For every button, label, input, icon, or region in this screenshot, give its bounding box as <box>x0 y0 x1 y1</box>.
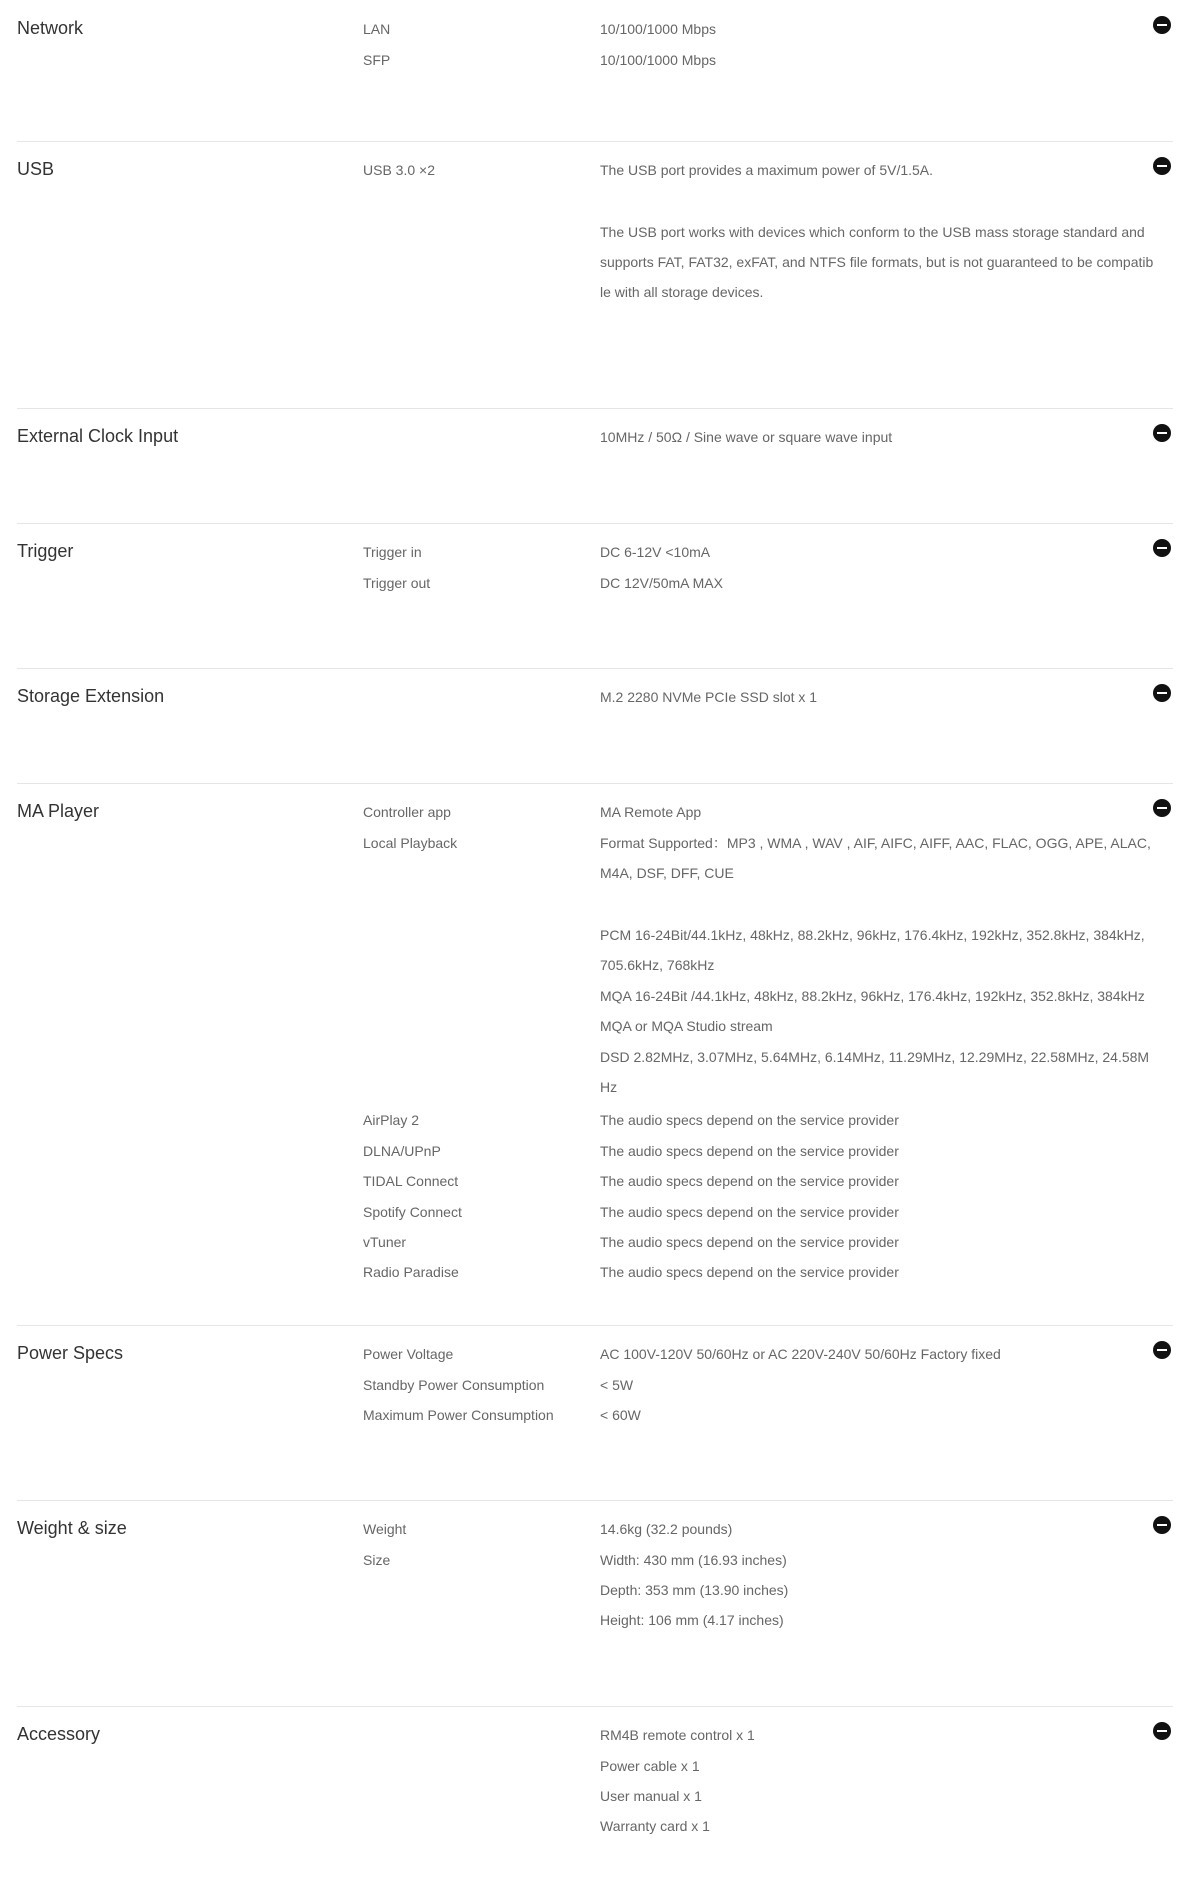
spec-value: MA Remote App <box>600 804 702 820</box>
spec-label: Trigger out <box>363 575 431 591</box>
spec-value: Height: 106 mm (4.17 inches) <box>600 1612 784 1628</box>
spec-value: The audio specs depend on the service provider <box>600 1204 899 1220</box>
spec-row <box>0 155 1200 185</box>
spec-row <box>0 14 1200 44</box>
spec-row <box>0 1257 1200 1287</box>
spec-value: 14.6kg (32.2 pounds) <box>600 1521 733 1537</box>
spec-value: The audio specs depend on the service provider <box>600 1143 899 1159</box>
spec-label: USB 3.0 ×2 <box>363 162 435 178</box>
spec-label: SFP <box>363 52 391 68</box>
section-title: Storage Extension <box>17 686 165 706</box>
spec-value: Width: 430 mm (16.93 inches) <box>600 1552 787 1568</box>
spec-row <box>0 920 1200 980</box>
spec-value: 10/100/1000 Mbps <box>600 21 716 37</box>
spec-value: PCM 16-24Bit/44.1kHz, 48kHz, 88.2kHz, 96kHz, 176.4kHz, 192kHz, 352.8kHz, 384kHz, 705.6kHz, 768kHz <box>600 927 1145 973</box>
spec-value: DC 6-12V <10mA <box>600 544 711 560</box>
spec-value: 10MHz / 50Ω / Sine wave or square wave input <box>600 429 893 445</box>
section-title: MA Player <box>17 801 100 821</box>
section-divider <box>17 783 1173 784</box>
spec-row <box>0 217 1200 307</box>
section-divider <box>17 408 1173 409</box>
spec-label: Size <box>363 1552 391 1568</box>
spec-value: < 60W <box>600 1407 641 1423</box>
spec-row <box>0 1166 1200 1196</box>
spec-value: MQA or MQA Studio stream <box>600 1018 773 1034</box>
spec-value: The audio specs depend on the service provider <box>600 1173 899 1189</box>
spec-row <box>0 1042 1200 1102</box>
spec-value: Warranty card x 1 <box>600 1818 710 1834</box>
spec-row <box>0 1545 1200 1575</box>
spec-row <box>0 1136 1200 1166</box>
section-title: Power Specs <box>17 1343 124 1363</box>
section-title: Network <box>17 18 84 38</box>
section-title: USB <box>17 159 55 179</box>
spec-row <box>0 682 1200 712</box>
section-divider <box>17 523 1173 524</box>
spec-row <box>0 797 1200 827</box>
spec-row <box>0 1514 1200 1544</box>
spec-row <box>0 1720 1200 1750</box>
spec-label: Local Playback <box>363 835 458 851</box>
spec-label: LAN <box>363 21 391 37</box>
spec-label: Spotify Connect <box>363 1204 462 1220</box>
spec-value: AC 100V-120V 50/60Hz or AC 220V-240V 50/60Hz Factory fixed <box>600 1346 1001 1362</box>
spec-value: The audio specs depend on the service provider <box>600 1264 899 1280</box>
spec-row <box>0 1400 1200 1430</box>
section-title: Weight & size <box>17 1518 127 1538</box>
spec-value: The USB port provides a maximum power of 5V/1.5A. <box>600 162 934 178</box>
spec-row <box>0 45 1200 75</box>
spec-label: Trigger in <box>363 544 422 560</box>
spec-value: MQA 16-24Bit /44.1kHz, 48kHz, 88.2kHz, 96kHz, 176.4kHz, 192kHz, 352.8kHz, 384kHz <box>600 988 1145 1004</box>
section-divider <box>17 141 1173 142</box>
spec-label: Power Voltage <box>363 1346 454 1362</box>
spec-row <box>0 1011 1200 1041</box>
spec-value: Format Supported：MP3 , WMA , WAV , AIF, AIFC, AIFF, AAC, FLAC, OGG, APE, ALAC, M4A, DSF, DFF, CUE <box>600 835 1151 881</box>
spec-row <box>0 537 1200 567</box>
spec-label: Weight <box>363 1521 407 1537</box>
spec-row <box>0 1781 1200 1811</box>
spec-label: DLNA/UPnP <box>363 1143 441 1159</box>
spec-value: RM4B remote control x 1 <box>600 1727 755 1743</box>
spec-row <box>0 1227 1200 1257</box>
spec-label: Controller app <box>363 804 451 820</box>
spec-label: AirPlay 2 <box>363 1112 420 1128</box>
spec-value: The USB port works with devices which conform to the USB mass storage standard and supports FAT, FAT32, exFAT, and NTFS file formats, but is not guaranteed to be compatible with all storage devices. <box>600 224 1154 300</box>
spec-value: Depth: 353 mm (13.90 inches) <box>600 1582 789 1598</box>
spec-value: M.2 2280 NVMe PCIe SSD slot x 1 <box>600 689 818 705</box>
spec-value: < 5W <box>600 1377 634 1393</box>
spec-value: DSD 2.82MHz, 3.07MHz, 5.64MHz, 6.14MHz, 11.29MHz, 12.29MHz, 22.58MHz, 24.58MHz <box>600 1049 1150 1095</box>
spec-row <box>0 1575 1200 1605</box>
spec-section-network <box>0 0 1200 68</box>
section-title: Accessory <box>17 1724 101 1744</box>
spec-row <box>0 1811 1200 1841</box>
section-divider <box>17 1325 1173 1326</box>
section-divider <box>17 1500 1173 1501</box>
spec-value: The audio specs depend on the service provider <box>600 1234 899 1250</box>
spec-value: Power cable x 1 <box>600 1758 700 1774</box>
spec-label: Maximum Power Consumption <box>363 1407 554 1423</box>
spec-row <box>0 568 1200 598</box>
section-title: External Clock Input <box>17 426 179 446</box>
spec-row <box>0 1339 1200 1369</box>
spec-row <box>0 981 1200 1011</box>
spec-row <box>0 1751 1200 1781</box>
spec-label: Radio Paradise <box>363 1264 459 1280</box>
spec-label: TIDAL Connect <box>363 1173 459 1189</box>
section-divider <box>17 668 1173 669</box>
spec-row <box>0 828 1200 888</box>
spec-value: DC 12V/50mA MAX <box>600 575 723 591</box>
spec-row <box>0 1605 1200 1635</box>
spec-label: Standby Power Consumption <box>363 1377 545 1393</box>
spec-row <box>0 422 1200 452</box>
spec-label: vTuner <box>363 1234 407 1250</box>
spec-value: User manual x 1 <box>600 1788 702 1804</box>
spec-value: The audio specs depend on the service provider <box>600 1112 899 1128</box>
spec-row <box>0 1370 1200 1400</box>
section-divider <box>17 1706 1173 1707</box>
spec-row <box>0 1197 1200 1227</box>
section-title: Trigger <box>17 541 74 561</box>
spec-value: 10/100/1000 Mbps <box>600 52 716 68</box>
spec-row <box>0 1105 1200 1135</box>
